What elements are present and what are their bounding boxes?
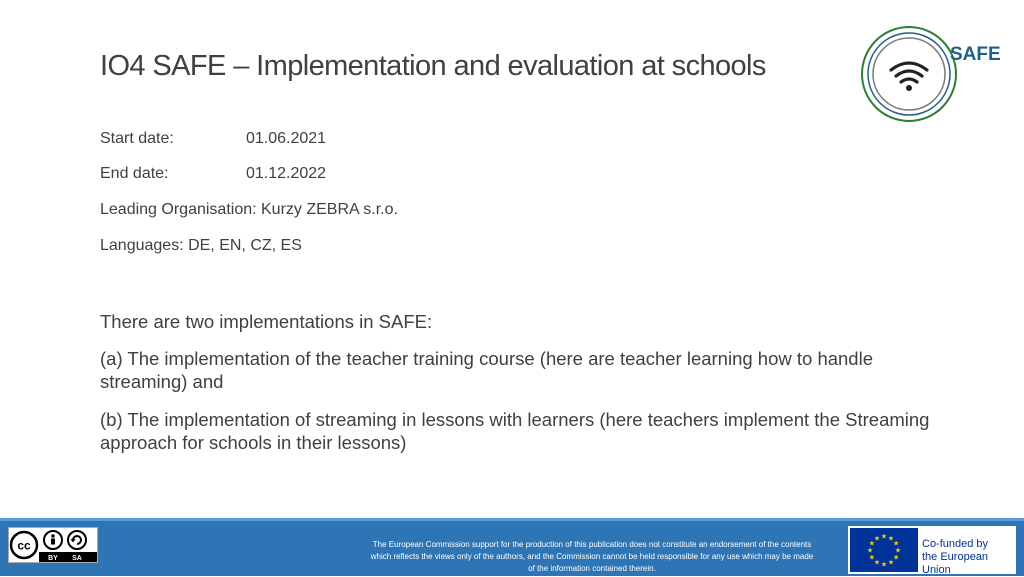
eu-star-icon: ★ <box>880 533 888 541</box>
eu-disclaimer: The European Commission support for the production of this publication does not constitute an endorsement of the contents which reflects the views only of the authors, and the Commission cannot be held responsible for any use which may be made of the information contained therein. <box>370 540 814 573</box>
eu-star-icon: ★ <box>880 561 888 569</box>
end-date-label: End date: <box>100 165 169 182</box>
footer-accent-line <box>0 518 1024 521</box>
eu-star-icon: ★ <box>868 554 876 562</box>
eu-star-icon: ★ <box>892 540 900 548</box>
eu-star-icon: ★ <box>887 559 895 567</box>
logo-text: SAFE <box>950 44 1001 65</box>
eu-cofunded-text <box>922 538 1016 577</box>
eu-star-icon: ★ <box>868 540 876 548</box>
wifi-icon <box>891 63 927 91</box>
eu-star-icon: ★ <box>887 535 895 543</box>
by-icon <box>44 531 62 549</box>
svg-text:cc: cc <box>17 538 31 553</box>
eu-line-1: Co-funded by <box>922 538 989 550</box>
eu-star-icon: ★ <box>866 547 874 555</box>
slide-title: IO4 SAFE – Implementation and evaluation at schools <box>100 50 766 82</box>
start-date-value: 01.06.2021 <box>246 130 327 147</box>
start-date-row <box>100 130 327 148</box>
languages: Languages: DE, EN, CZ, ES <box>100 237 302 254</box>
eu-star-icon: ★ <box>894 547 902 555</box>
safe-logo <box>858 24 1008 124</box>
intro-text: There are two implementations in SAFE: <box>100 311 433 332</box>
sa-icon <box>68 531 86 549</box>
item-a: (a) The implementation of the teacher training course (here are teacher learning how to handle streaming) and <box>100 348 873 392</box>
eu-star-icon: ★ <box>892 554 900 562</box>
by-label: BY <box>48 555 58 562</box>
end-date-row <box>100 165 327 183</box>
cc-by-sa-graphic <box>9 528 97 562</box>
end-date-value: 01.12.2022 <box>246 165 327 182</box>
leading-organisation: Leading Organisation: Kurzy ZEBRA s.r.o. <box>100 201 398 218</box>
eu-star-icon: ★ <box>873 559 881 567</box>
eu-flag-icon <box>850 528 918 572</box>
safe-logo-graphic <box>858 24 1008 124</box>
eu-star-icon: ★ <box>873 535 881 543</box>
eu-line-2: the European Union <box>922 551 989 576</box>
start-date-label: Start date: <box>100 130 174 147</box>
sa-label: SA <box>72 555 82 562</box>
item-b: (b) The implementation of streaming in lessons with learners (here teachers implement the Streaming approach for schools in their lessons) <box>100 409 930 453</box>
eu-cofunded-badge <box>848 526 1016 574</box>
cc-license-badge <box>8 527 98 563</box>
